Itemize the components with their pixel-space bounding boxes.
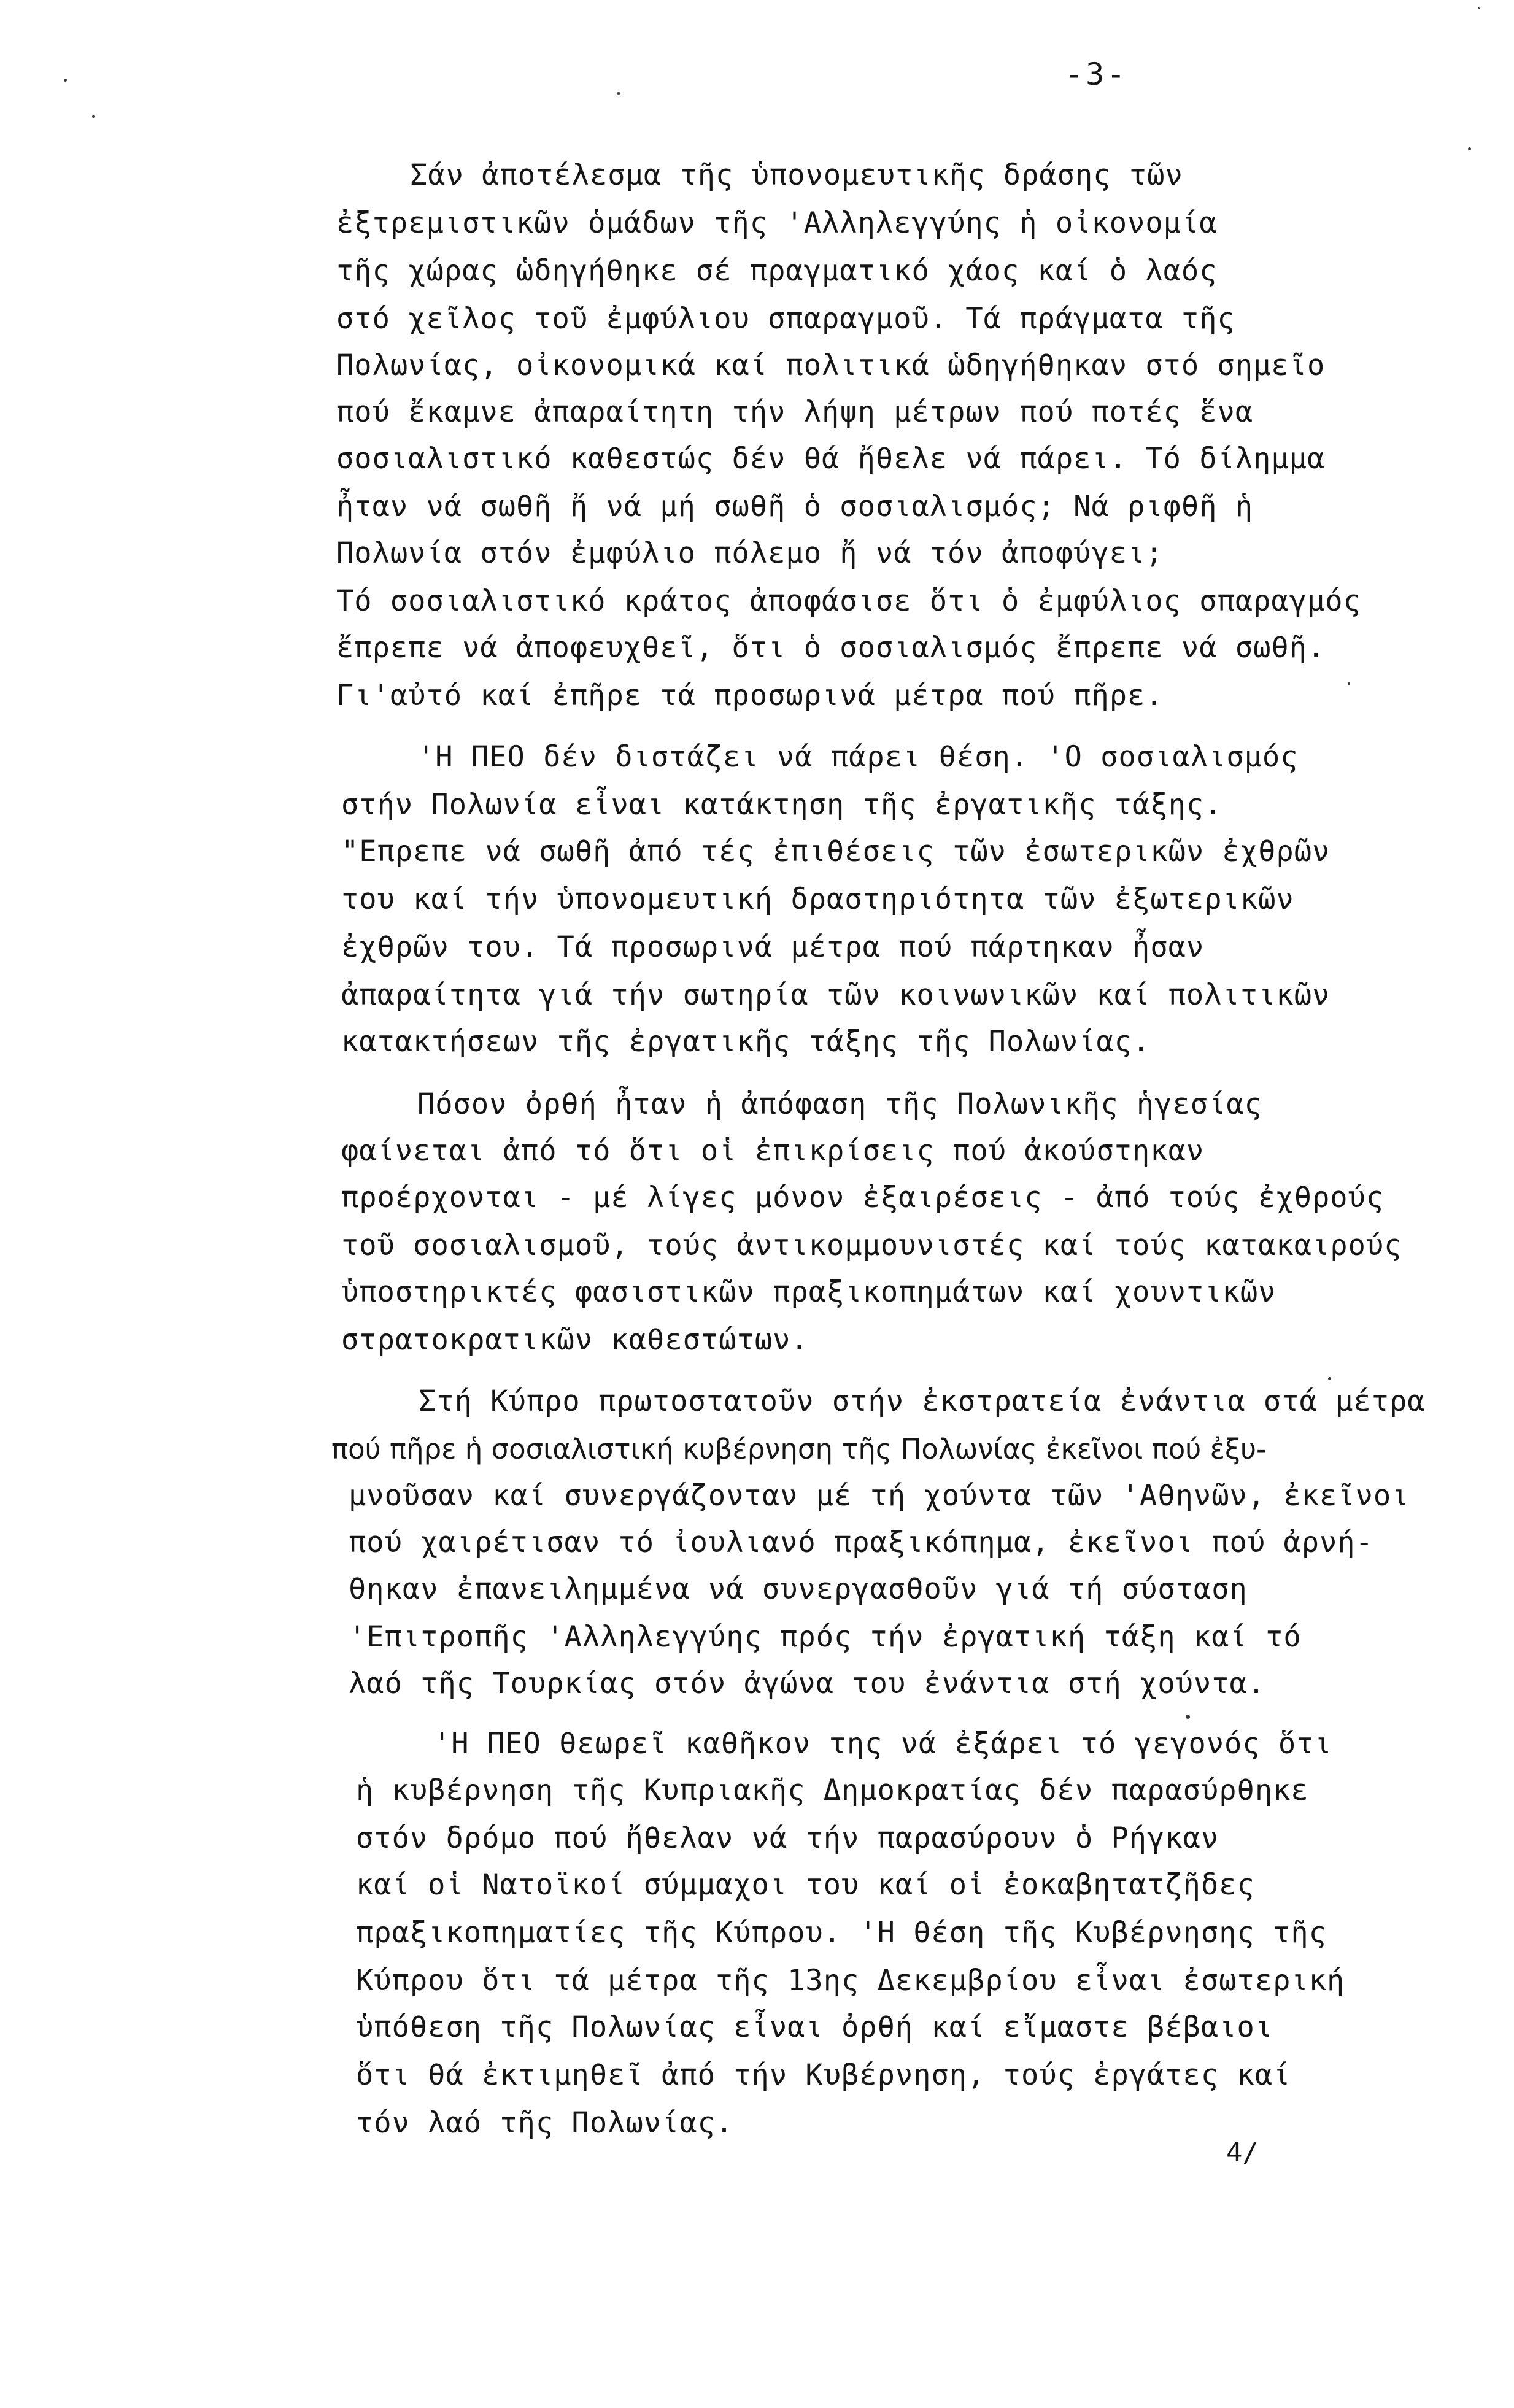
scan-speck: [92, 115, 95, 118]
scan-speck: [64, 79, 67, 82]
paragraph-1-line: ἦταν νά σωθῆ ἤ νά μή σωθῆ ὁ σοσιαλισμός; Νά ριφθῆ ἡ: [336, 490, 1254, 523]
paragraph-1-line: Σάν ἀποτέλεσμα τῆς ὑπονομευτικῆς δράσης τῶν: [410, 158, 1183, 192]
paragraph-2-line: 'Η ΠΕΟ δέν διστάζει νά πάρει θέση. 'Ο σοσιαλισμός: [417, 740, 1299, 774]
paragraph-1-line: Γι'αὐτό καί ἐπῆρε τά προσωρινά μέτρα πού πῆρε.: [336, 679, 1164, 712]
paragraph-2-line: του καί τήν ὑπονομευτική δραστηριότητα τῶν ἐξωτερικῶν: [341, 882, 1294, 916]
paragraph-5-line: ἡ κυβέρνηση τῆς Κυπριακῆς Δημοκρατίας δέν παρασύρθηκε: [356, 1773, 1309, 1807]
paragraph-1-line: Τό σοσιαλιστικό κράτος ἀποφάσισε ὅτι ὁ ἐμφύλιος σπαραγμός: [336, 584, 1361, 618]
paragraph-3-line: προέρχονται - μέ λίγες μόνον ἐξαιρέσεις - ἀπό τούς ἐχθρούς: [341, 1181, 1385, 1214]
scan-speck: [1478, 7, 1480, 9]
paragraph-1-line: Πολωνίας, οἰκονομικά καί πολιτικά ὡδηγήθηκαν στό σημεῖο: [336, 349, 1326, 382]
paragraph-3-line: στρατοκρατικῶν καθεστώτων.: [341, 1323, 809, 1357]
scan-speck: [1348, 682, 1350, 685]
paragraph-4-line: 'Επιτροπῆς 'Αλληλεγγύης πρός τήν ἐργατική τάξη καί τό: [349, 1620, 1302, 1654]
paragraph-1-line: στό χεῖλος τοῦ ἐμφύλιου σπαραγμοῦ. Τά πράγματα τῆς: [336, 302, 1235, 336]
paragraph-5-line: πραξικοπηματίες τῆς Κύπρου. 'Η θέση τῆς Κυβέρνησης τῆς: [356, 1916, 1327, 1950]
paragraph-4-line: πού χαιρέτισαν τό ἰουλιανό πραξικόπημα, ἐκεῖνοι πού ἀρνή-: [349, 1526, 1373, 1559]
paragraph-3-line: τοῦ σοσιαλισμοῦ, τούς ἀντικομμουνιστές καί τούς κατακαιρούς: [341, 1229, 1402, 1262]
scan-speck: [1186, 1715, 1190, 1719]
paragraph-3-line: Πόσον ὀρθή ἦταν ἡ ἀπόφαση τῆς Πολωνικῆς ἡγεσίας: [417, 1087, 1262, 1121]
paragraph-1-line: Πολωνία στόν ἐμφύλιο πόλεμο ἤ νά τόν ἀποφύγει;: [336, 536, 1164, 570]
paragraph-1-line: ἐξτρεμιστικῶν ὁμάδων τῆς 'Αλληλεγγύης ἡ οἰκονομία: [336, 206, 1218, 240]
page-number: -3-: [1065, 56, 1128, 92]
paragraph-1-line: ἔπρεπε νά ἀποφευχθεῖ, ὅτι ὁ σοσιαλισμός ἔπρεπε νά σωθῆ.: [336, 631, 1326, 665]
paragraph-4-line: μνοῦσαν καί συνεργάζονταν μέ τή χούντα τῶν 'Αθηνῶν, ἐκεῖνοι: [349, 1479, 1410, 1513]
paragraph-5-line: στόν δρόμο πού ἤθελαν νά τήν παρασύρουν ὁ Ρήγκαν: [356, 1821, 1219, 1855]
paragraph-5-line: ὑπόθεση τῆς Πολωνίας εἶναι ὀρθή καί εἴμαστε βέβαιοι: [356, 2010, 1273, 2044]
paragraph-2-line: ἀπαραίτητα γιά τήν σωτηρία τῶν κοινωνικῶν καί πολιτικῶν: [341, 978, 1331, 1012]
paragraph-5-line: ὅτι θά ἐκτιμηθεῖ ἀπό τήν Κυβέρνηση, τούς ἐργάτες καί: [356, 2058, 1291, 2092]
scan-speck: [1328, 1377, 1331, 1380]
scan-speck: [617, 92, 620, 95]
paragraph-1-line: σοσιαλιστικό καθεστώς δέν θά ἤθελε νά πάρει. Τό δίλημμα: [336, 442, 1326, 476]
paragraph-3-line: φαίνεται ἀπό τό ὅτι οἱ ἐπικρίσεις πού ἀκούστηκαν: [341, 1134, 1205, 1168]
paragraph-4-line: πού πῆρε ἡ σοσιαλιστική κυβέρνηση τῆς Πολωνίας ἐκεῖνοι πού ἐξυ-: [331, 1433, 1267, 1465]
paragraph-5-line: καί οἱ Νατοϊκοί σύμμαχοι του καί οἱ ἐοκαβητατζῆδες: [356, 1868, 1255, 1902]
paragraph-4-line: λαό τῆς Τουρκίας στόν ἀγώνα του ἐνάντια στή χούντα.: [349, 1667, 1266, 1700]
paragraph-5-line: Κύπρου ὅτι τά μέτρα τῆς 13ης Δεκεμβρίου εἶναι ἐσωτερική: [356, 1964, 1345, 1997]
paragraph-5-line: 'Η ΠΕΟ θεωρεῖ καθῆκον της νά ἐξάρει τό γεγονός ὅτι: [433, 1727, 1332, 1761]
paragraph-1-line: τῆς χώρας ὡδηγήθηκε σέ πραγματικό χάος καί ὁ λαός: [336, 254, 1218, 288]
paragraph-3-line: ὑποστηρικτές φασιστικῶν πραξικοπημάτων καί χουντικῶν: [341, 1275, 1276, 1309]
paragraph-2-line: ἐχθρῶν του. Τά προσωρινά μέτρα πού πάρτηκαν ἦσαν: [341, 930, 1205, 964]
continuation-page-ref: 4/: [1226, 2137, 1259, 2168]
scan-speck: [1468, 147, 1471, 150]
paragraph-2-line: κατακτήσεων τῆς ἐργατικῆς τάξης τῆς Πολωνίας.: [341, 1025, 1151, 1059]
paragraph-2-line: "Επρεπε νά σωθῆ ἀπό τές ἐπιθέσεις τῶν ἐσωτερικῶν ἐχθρῶν: [341, 835, 1331, 868]
paragraph-4-line: Στή Κύπρο πρωτοστατοῦν στήν ἐκστρατεία ἐνάντια στά μέτρα: [419, 1384, 1426, 1418]
paragraph-2-line: στήν Πολωνία εἶναι κατάκτηση τῆς ἐργατικῆς τάξης.: [341, 788, 1222, 822]
paragraph-4-line: θηκαν ἐπανειλημμένα νά συνεργασθοῦν γιά τή σύσταση: [349, 1572, 1248, 1606]
paragraph-5-line: τόν λαό τῆς Πολωνίας.: [356, 2106, 734, 2140]
paragraph-1-line: πού ἔκαμνε ἀπαραίτητη τήν λήψη μέτρων πού ποτές ἕνα: [336, 395, 1254, 429]
